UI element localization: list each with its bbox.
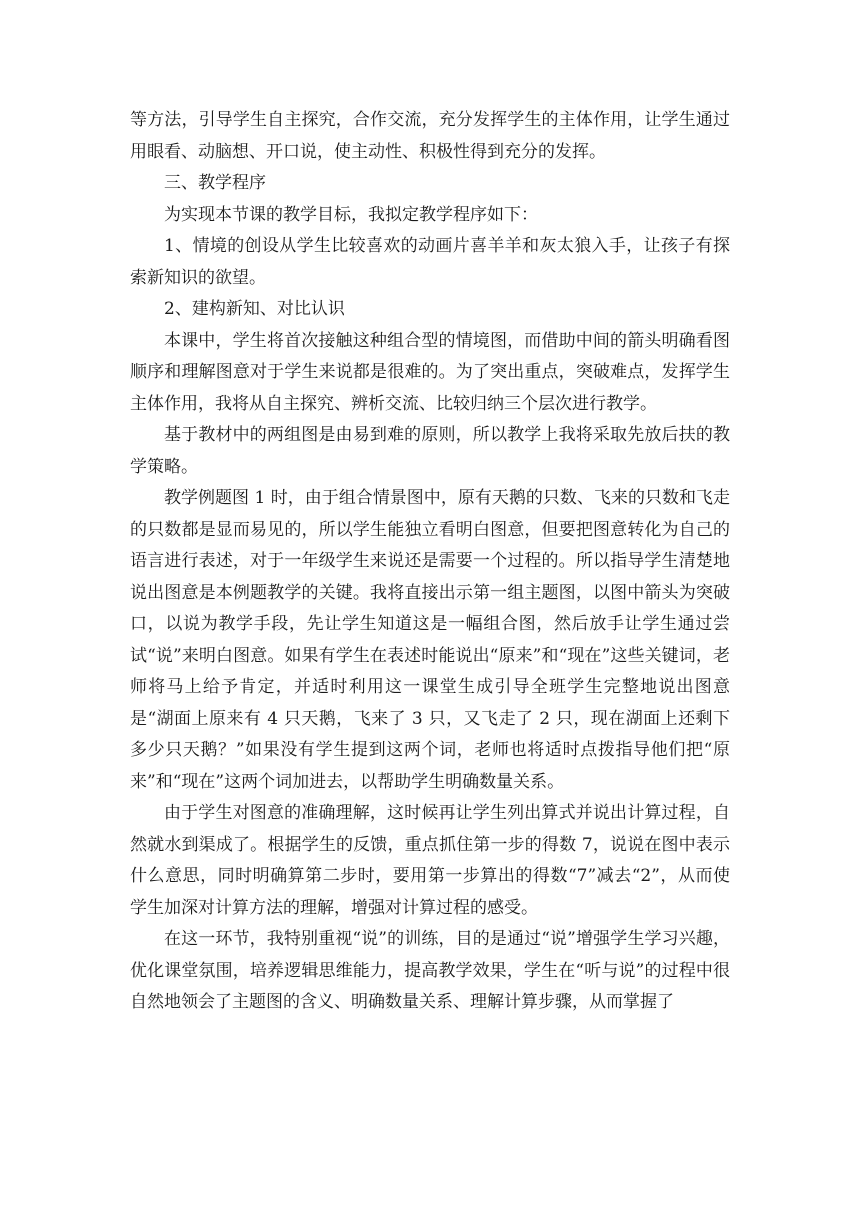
section-heading-teaching-procedure: 三、教学程序 xyxy=(164,173,266,193)
paragraph-lesson-difficulty: 本课中，学生将首次接触这种组合型的情境图，而借助中间的箭头明确看图顺序和理解图意对于学生来说都是很难的。为了突出重点，突破难点，发挥学生主体作用，我将从自主探究、辨析交流、比较归纳三个层次进行教学。 xyxy=(130,330,730,414)
paragraph-step-2-heading: 2、建构新知、对比认识 xyxy=(164,299,345,319)
paragraph-example-figure-1: 教学例题图 1 时，由于组合情景图中，原有天鹅的只数、飞来的只数和飞走的只数都是显而易见的，所以学生能独立看明白图意，但要把图意转化为自己的语言进行表述，对于一年级学生来说还是需要一个过程的。所以指导学生清楚地说出图意是本例题教学的关键。我将直接出示第一组主题图，以图中箭头为突破口，以说为教学手段，先让学生知道这是一幅组合图，然后放手让学生通过尝试“说”来明白图意。如果有学生在表述时能说出“原来”和“现在”这些关键词，老师将马上给予肯定，并适时利用这一课堂生成引导全班学生完整地说出图意是“湖面上原来有 4 只天鹅，飞来了 3 只，又飞走了 2 只，现在湖面上还剩下多少只天鹅？”如果没有学生提到这两个词，老师也将适时点拨指导他们把“原来”和“现在”这两个词加进去，以帮助学生明确数量关系。 xyxy=(130,488,730,792)
paragraph-teaching-strategy: 基于教材中的两组图是由易到难的原则，所以教学上我将采取先放后扶的教学策略。 xyxy=(130,425,730,477)
document-body xyxy=(130,105,730,1019)
paragraph-step-1-scenario: 1、情境的创设从学生比较喜欢的动画片喜羊羊和灰太狼入手，让孩子有探索新知识的欲望。 xyxy=(130,236,730,288)
paragraph-procedure-intro: 为实现本节课的教学目标，我拟定教学程序如下： xyxy=(164,204,538,225)
paragraph-speaking-training: 在这一环节，我特别重视“说”的训练，目的是通过“说”增强学生学习兴趣，优化课堂氛围，培养逻辑思维能力，提高教学效果，学生在“听与说”的过程中很自然地领会了主题图的含义、明确数量关系、理解计算步骤，从而掌握了 xyxy=(130,929,730,1012)
paragraph-continued-methods: 等方法，引导学生自主探究，合作交流，充分发挥学生的主体作用，让学生通过用眼看、动脑想、开口说，使主动性、积极性得到充分的发挥。 xyxy=(130,110,730,162)
paragraph-calculation-process: 由于学生对图意的准确理解，这时候再让学生列出算式并说出计算过程，自然就水到渠成了。根据学生的反馈，重点抓住第一步的得数 7，说说在图中表示什么意思，同时明确算第二步时，要用第一步算出的得数“7”减去“2”，从而使学生加深对计算方法的理解，增强对计算过程的感受。 xyxy=(130,803,730,918)
